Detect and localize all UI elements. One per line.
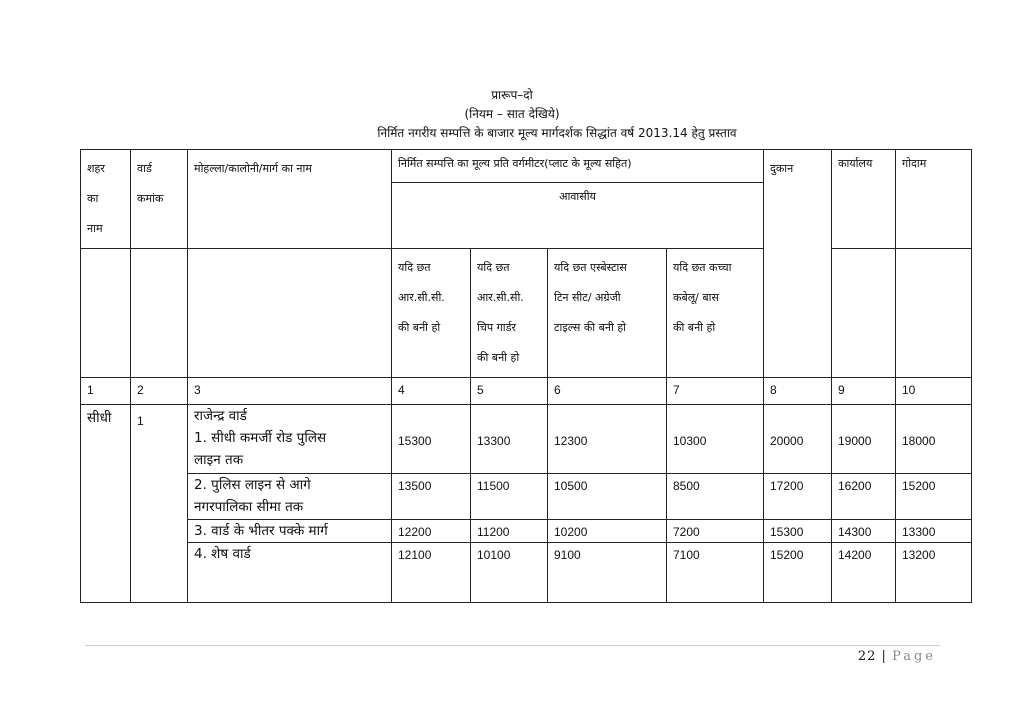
locality-name-cont: नगरपालिका सीमा तक bbox=[194, 499, 304, 515]
empty-cell bbox=[832, 249, 896, 378]
value-cell: 12100 bbox=[392, 543, 471, 603]
value-cell: 14300 bbox=[832, 520, 896, 543]
value-cell: 13200 bbox=[896, 543, 972, 603]
value-cell: 14200 bbox=[832, 543, 896, 603]
value-cell: 16200 bbox=[832, 474, 896, 520]
page-word: Page bbox=[892, 649, 936, 664]
header-ward: वार्ड कमांक bbox=[131, 150, 188, 249]
value-cell: 8500 bbox=[667, 474, 764, 520]
header-godown: गोदाम bbox=[896, 150, 972, 183]
locality-name: 4. शेष वार्ड bbox=[188, 543, 392, 603]
value-cell: 11200 bbox=[471, 520, 548, 543]
column-number: 4 bbox=[392, 378, 471, 405]
value-cell: 13500 bbox=[392, 474, 471, 520]
value-cell: 18000 bbox=[896, 405, 972, 474]
column-number: 3 bbox=[188, 378, 392, 405]
value-cell: 10100 bbox=[471, 543, 548, 603]
city-name: सीधी bbox=[81, 405, 131, 603]
header-office: कार्यालय bbox=[832, 150, 896, 183]
property-value-table bbox=[80, 149, 972, 603]
form-title: प्रारूप–दो bbox=[491, 88, 533, 102]
header-shop: दुकान bbox=[764, 150, 832, 378]
ward-number: 1 bbox=[131, 405, 188, 603]
table-row bbox=[81, 543, 972, 603]
value-cell: 19000 bbox=[832, 405, 896, 474]
header-godown-cont bbox=[896, 183, 972, 249]
page-number: 22 bbox=[857, 649, 877, 664]
header-locality: मोहल्ला/कालोनी/मार्ग का नाम bbox=[188, 150, 392, 249]
table-row bbox=[81, 405, 972, 474]
value-cell: 7200 bbox=[667, 520, 764, 543]
column-number: 8 bbox=[764, 378, 832, 405]
value-cell: 15200 bbox=[764, 543, 832, 603]
value-cell: 12300 bbox=[548, 405, 667, 474]
header-roof-kaccha: यदि छत कच्चा कबेलू/ बास की बनी हो bbox=[667, 249, 764, 378]
value-cell: 15300 bbox=[764, 520, 832, 543]
document-heading bbox=[0, 86, 1024, 143]
column-number: 9 bbox=[832, 378, 896, 405]
column-number: 2 bbox=[131, 378, 188, 405]
header-value-group: निर्मित सम्पत्ति का मूल्य प्रति वर्गमीटर(प्लाट के मूल्य सहित) bbox=[392, 150, 764, 183]
header-roof-rcc-girder: यदि छत आर.सी.सी. चिप गार्डर की बनी हो bbox=[471, 249, 548, 378]
locality-name: 3. वार्ड के भीतर पक्के मार्ग bbox=[188, 520, 392, 543]
footer-divider bbox=[85, 645, 940, 646]
value-cell: 15200 bbox=[896, 474, 972, 520]
value-cell: 7100 bbox=[667, 543, 764, 603]
value-cell: 9100 bbox=[548, 543, 667, 603]
empty-cell bbox=[131, 249, 188, 378]
empty-cell bbox=[81, 249, 131, 378]
value-cell: 17200 bbox=[764, 474, 832, 520]
page-separator: | bbox=[881, 649, 887, 664]
value-cell: 12200 bbox=[392, 520, 471, 543]
locality-cell bbox=[188, 474, 392, 520]
table-row bbox=[81, 474, 972, 520]
value-cell: 11500 bbox=[471, 474, 548, 520]
header-residential: आवासीय bbox=[392, 183, 764, 249]
value-cell: 10300 bbox=[667, 405, 764, 474]
column-number: 6 bbox=[548, 378, 667, 405]
value-cell: 10200 bbox=[548, 520, 667, 543]
page-footer bbox=[858, 649, 936, 664]
header-office-cont bbox=[832, 183, 896, 249]
header-roof-rcc: यदि छत आर.सी.सी. की बनी हो bbox=[392, 249, 471, 378]
locality-name: 2. पुलिस लाइन से आगे bbox=[194, 477, 311, 493]
locality-name: 1. सीधी कमर्जी रोड पुलिस bbox=[194, 430, 327, 446]
header-roof-asbestos: यदि छत एस्बेस्टास टिन सीट/ अग्रेजी टाइल्स की बनी हो bbox=[548, 249, 667, 378]
column-number: 7 bbox=[667, 378, 764, 405]
table-title: निर्मित नगरीय सम्पत्ति के बाजार मूल्य मार्गदर्शक सिद्धांत वर्ष 2013.14 हेतु प्रस्ताव bbox=[377, 126, 737, 140]
column-number: 1 bbox=[81, 378, 131, 405]
locality-cell bbox=[188, 405, 392, 474]
empty-cell bbox=[896, 249, 972, 378]
table-row bbox=[81, 520, 972, 543]
column-number: 10 bbox=[896, 378, 972, 405]
value-cell: 13300 bbox=[896, 520, 972, 543]
value-cell: 20000 bbox=[764, 405, 832, 474]
value-cell: 13300 bbox=[471, 405, 548, 474]
locality-name-cont: लाइन तक bbox=[194, 452, 244, 468]
rule-reference: (नियम – सात देखिये) bbox=[464, 107, 560, 121]
column-number: 5 bbox=[471, 378, 548, 405]
value-cell: 10500 bbox=[548, 474, 667, 520]
ward-name: राजेन्द्र वार्ड bbox=[194, 408, 247, 424]
value-cell: 15300 bbox=[392, 405, 471, 474]
header-city: शहर का नाम bbox=[81, 150, 131, 249]
empty-cell bbox=[188, 249, 392, 378]
